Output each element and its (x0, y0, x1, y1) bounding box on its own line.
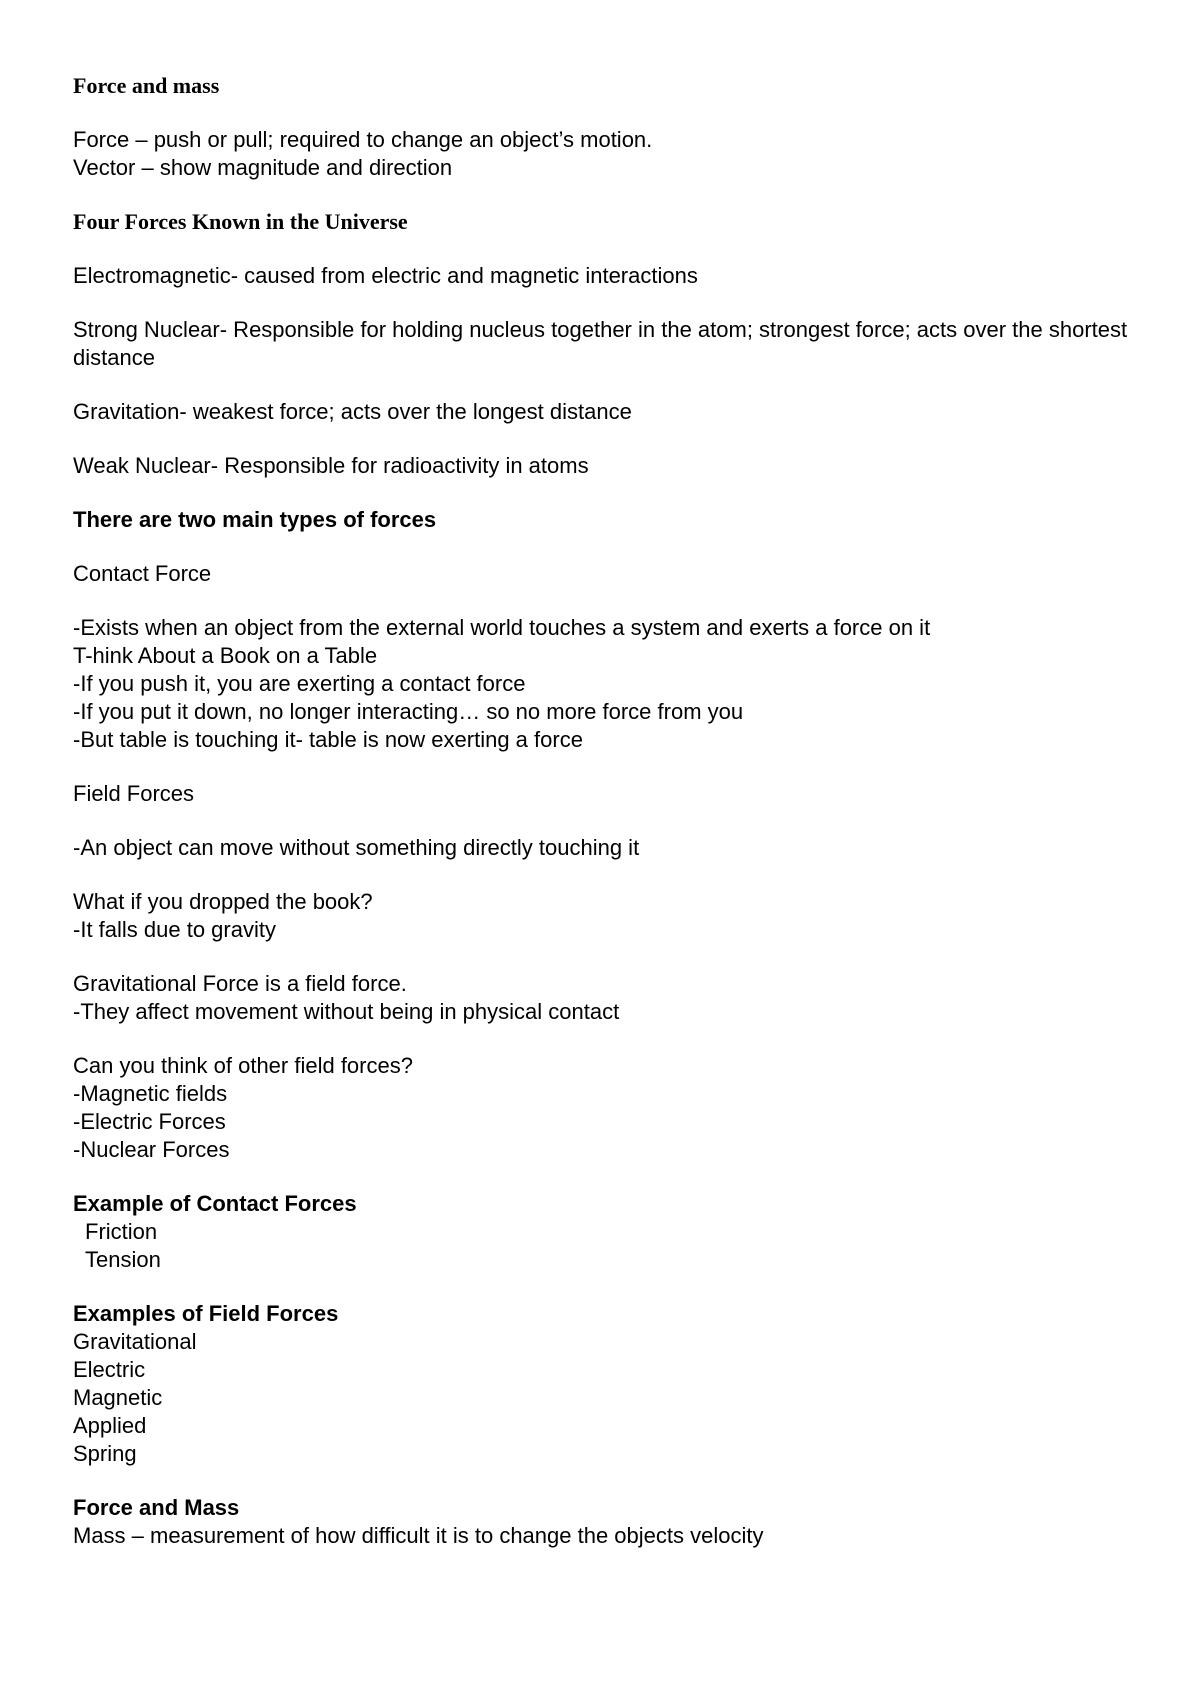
contact-example-item: Friction (85, 1219, 158, 1244)
other-field-item: -Magnetic fields (73, 1081, 228, 1106)
force-weak-nuclear: Weak Nuclear- Responsible for radioactivity in atoms (73, 453, 589, 478)
gravitational-field-detail: -They affect movement without being in physical contact (73, 999, 620, 1024)
heading-force-and-mass: Force and Mass (73, 1495, 240, 1520)
contact-line: T-hink About a Book on a Table (73, 643, 378, 668)
field-line: -An object can move without something directly touching it (73, 835, 640, 860)
force-electromagnetic: Electromagnetic- caused from electric and magnetic interactions (73, 263, 698, 288)
heading-field-examples: Examples of Field Forces (73, 1301, 339, 1326)
contact-example-item: Tension (85, 1247, 161, 1272)
dropped-answer: -It falls due to gravity (73, 917, 276, 942)
heading-four-forces: Four Forces Known in the Universe (73, 209, 408, 234)
definition-force: Force – push or pull; required to change an object’s motion. (73, 127, 653, 152)
heading-force-and-mass-serif: Force and mass (73, 73, 220, 98)
other-fields-question: Can you think of other field forces? (73, 1053, 413, 1078)
definition-vector: Vector – show magnitude and direction (73, 155, 453, 180)
contact-force-title: Contact Force (73, 561, 212, 586)
field-example-item: Magnetic (73, 1385, 163, 1410)
field-example-item: Applied (73, 1413, 147, 1438)
field-example-item: Electric (73, 1357, 146, 1382)
other-field-item: -Nuclear Forces (73, 1137, 230, 1162)
force-gravitation: Gravitation- weakest force; acts over the longest distance (73, 399, 632, 424)
field-forces-title: Field Forces (73, 781, 195, 806)
definition-mass: Mass – measurement of how difficult it is to change the objects velocity (73, 1523, 764, 1548)
field-example-item: Spring (73, 1441, 137, 1466)
heading-contact-examples: Example of Contact Forces (73, 1191, 357, 1216)
other-field-item: -Electric Forces (73, 1109, 226, 1134)
gravitational-field-statement: Gravitational Force is a field force. (73, 971, 407, 996)
contact-line: -If you put it down, no longer interacting… so no more force from you (73, 699, 744, 724)
contact-line: -But table is touching it- table is now exerting a force (73, 727, 583, 752)
force-strong-nuclear: Strong Nuclear- Responsible for holding nucleus together in the atom; strongest force; acts over the shortest distance (73, 317, 1128, 370)
heading-two-types: There are two main types of forces (73, 507, 437, 532)
field-example-item: Gravitational (73, 1329, 197, 1354)
document-page (73, 72, 1133, 1550)
contact-line: -If you push it, you are exerting a contact force (73, 671, 526, 696)
contact-line: -Exists when an object from the external world touches a system and exerts a force on it (73, 615, 931, 640)
dropped-question: What if you dropped the book? (73, 889, 373, 914)
